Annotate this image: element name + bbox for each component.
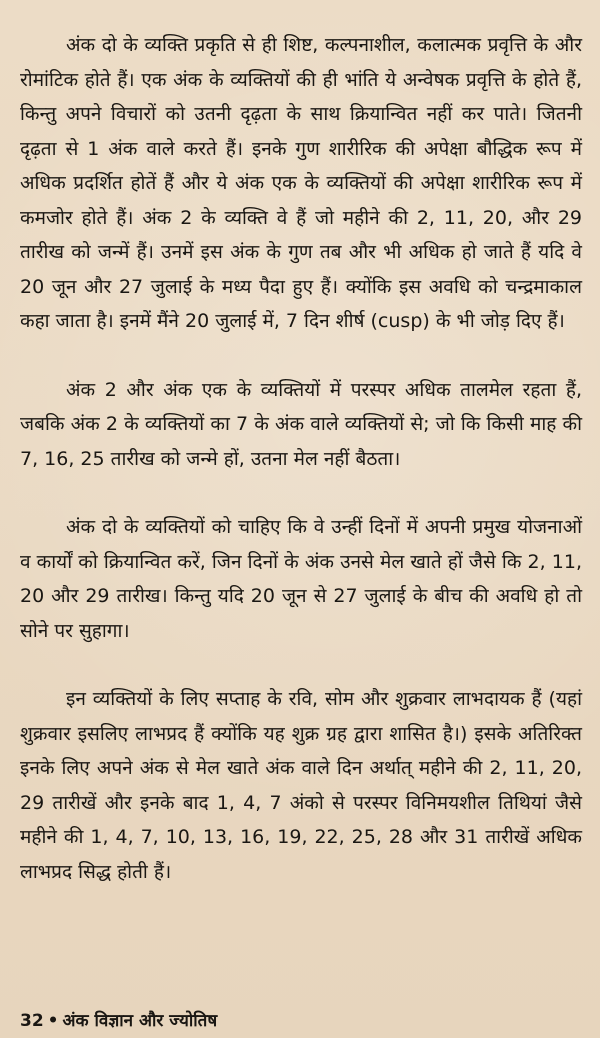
- paragraph-2: अंक 2 और अंक एक के व्यक्तियों में परस्पर अधिक तालमेल रहता हैं, जबकि अंक 2 के व्यक्तियों का 7 के अंक वाले व्यक्तियों से; जो कि किसी माह की 7, 16, 25 तारीख को जन्मे हों, उतना मेल नहीं बैठता।: [20, 378, 582, 470]
- paragraph-gap: [20, 339, 582, 373]
- page-footer: [20, 1008, 217, 1031]
- paragraph-1: अंक दो के व्यक्ति प्रकृति से ही शिष्ट, कल्पनाशील, कलात्मक प्रवृत्ति के और रोमांटिक होते हैं। एक अंक के व्यक्तियों की ही भांति ये अन्वेषक प्रवृत्ति के होते हैं, किन्तु अपने विचारों को उतनी दृढ़ता के साथ क्रियान्वित नहीं कर पाते। जितनी दृढ़ता से 1 अंक वाले करते हैं। इनके गुण शारीरिक की अपेक्षा बौद्धिक रूप में अधिक प्रदर्शित होतें हैं और ये अंक एक के व्यक्तियों की अपेक्षा शारीरिक रूप में कमजोर होते हैं। अंक 2 के व्यक्ति वे हैं जो महीने की 2, 11, 20, और 29 तारीख को जन्में हैं। उनमें इस अंक के गुण तब और भी अधिक हो जाते हैं यदि वे 20 जून और 27 जुलाई के मध्य पैदा हुए हैं। क्योंकि इस अवधि को चन्द्रमाकाल कहा जाता है। इनमें मैंने 20 जुलाई में, 7 दिन शीर्ष (cusp) के भी जोड़ दिए हैं।: [20, 34, 582, 332]
- paragraph-3: अंक दो के व्यक्तियों को चाहिए कि वे उन्हीं दिनों में अपनी प्रमुख योजनाओं व कार्यों को क्रियान्वित करें, जिन दिनों के अंक उनसे मेल खाते हों जैसे कि 2, 11, 20 और 29 तारीख। किन्तु यदि 20 जून से 27 जुलाई के बीच की अवधि हो तो सोने पर सुहागा।: [20, 516, 582, 642]
- paragraph-gap: [20, 476, 582, 510]
- paragraph-4: इन व्यक्तियों के लिए सप्ताह के रवि, सोम और शुक्रवार लाभदायक हैं (यहां शुक्रवार इसलिए लाभप्रद हैं क्योंकि यह शुक्र ग्रह द्वारा शासित है।) इसके अतिरिक्त इनके लिए अपने अंक से मेल खाते अंक वाले दिन अर्थात् महीने की 2, 11, 20, 29 तारीखें और इनके बाद 1, 4, 7 अंको से परस्पर विनिमयशील तिथियां जैसे महीने की 1, 4, 7, 10, 13, 16, 19, 22, 25, 28 और 31 तारीखें अधिक लाभप्रद सिद्ध होती हैं।: [20, 688, 582, 883]
- paragraph-gap: [20, 648, 582, 682]
- bullet-icon: •: [47, 1011, 59, 1031]
- book-title: अंक विज्ञान और ज्योतिष: [62, 1011, 218, 1031]
- page-number: 32: [20, 1011, 44, 1031]
